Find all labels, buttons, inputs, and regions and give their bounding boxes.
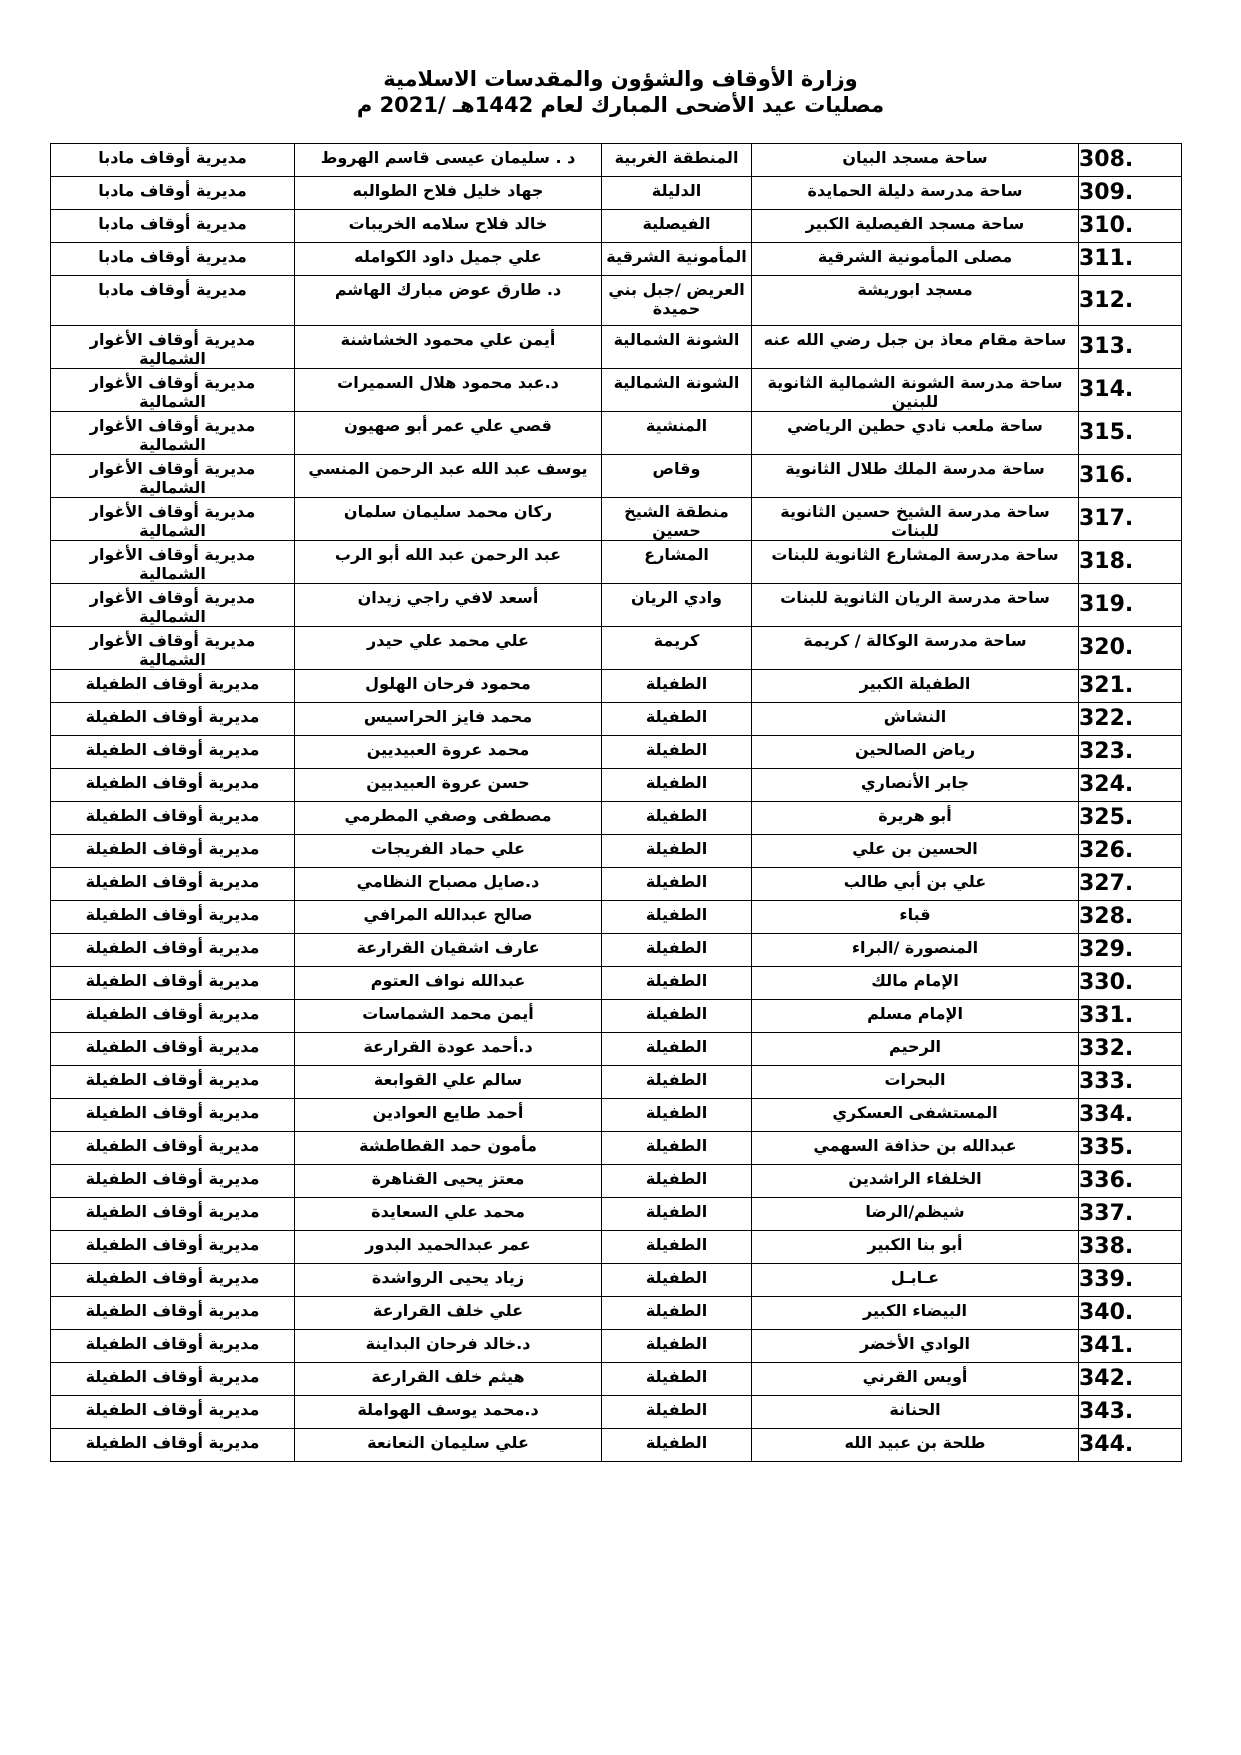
area-name-cell: المشارع bbox=[602, 541, 752, 584]
table-row bbox=[51, 210, 1182, 243]
area-name-cell: العريض /جبل بني حميدة bbox=[602, 276, 752, 326]
directorate-name-cell: مديرية أوقاف الطفيلة bbox=[51, 1033, 295, 1066]
area-name-cell: الطفيلة bbox=[602, 1198, 752, 1231]
table-row bbox=[51, 1264, 1182, 1297]
table-row bbox=[51, 901, 1182, 934]
prayer-site-cell: البحرات bbox=[752, 1066, 1079, 1099]
prayer-locations-table bbox=[50, 143, 1182, 1462]
prayer-site-cell: ساحة مدرسة دليلة الحمايدة bbox=[752, 177, 1079, 210]
table-body bbox=[51, 144, 1182, 1462]
directorate-name-cell: مديرية أوقاف الطفيلة bbox=[51, 967, 295, 1000]
imam-name-cell: قصي علي عمر أبو صهيون bbox=[295, 412, 602, 455]
area-name-cell: الطفيلة bbox=[602, 1165, 752, 1198]
table-row bbox=[51, 276, 1182, 326]
prayer-site-cell: النشاش bbox=[752, 703, 1079, 736]
area-name-cell: الطفيلة bbox=[602, 868, 752, 901]
imam-name-cell: علي سليمان النعانعة bbox=[295, 1429, 602, 1462]
prayer-site-cell: الوادي الأخضر bbox=[752, 1330, 1079, 1363]
table-row bbox=[51, 835, 1182, 868]
directorate-name-cell: مديرية أوقاف الأغوار الشمالية bbox=[51, 412, 295, 455]
table-row bbox=[51, 243, 1182, 276]
directorate-name-cell: مديرية أوقاف الطفيلة bbox=[51, 736, 295, 769]
imam-name-cell: زياد يحيى الرواشدة bbox=[295, 1264, 602, 1297]
table-row bbox=[51, 703, 1182, 736]
row-number-cell: 328. bbox=[1079, 901, 1182, 934]
area-name-cell: الطفيلة bbox=[602, 1297, 752, 1330]
table-row bbox=[51, 868, 1182, 901]
directorate-name-cell: مديرية أوقاف الطفيلة bbox=[51, 1330, 295, 1363]
imam-name-cell: عبد الرحمن عبد الله أبو الرب bbox=[295, 541, 602, 584]
area-name-cell: الشونة الشمالية bbox=[602, 369, 752, 412]
row-number-cell: 332. bbox=[1079, 1033, 1182, 1066]
directorate-name-cell: مديرية أوقاف الطفيلة bbox=[51, 1264, 295, 1297]
imam-name-cell: صالح عبدالله المرافي bbox=[295, 901, 602, 934]
table-row bbox=[51, 455, 1182, 498]
directorate-name-cell: مديرية أوقاف مادبا bbox=[51, 243, 295, 276]
row-number-cell: 320. bbox=[1079, 627, 1182, 670]
prayer-site-cell: أويس القرني bbox=[752, 1363, 1079, 1396]
table-row bbox=[51, 369, 1182, 412]
row-number-cell: 329. bbox=[1079, 934, 1182, 967]
prayer-site-cell: عـابـل bbox=[752, 1264, 1079, 1297]
area-name-cell: الطفيلة bbox=[602, 1132, 752, 1165]
table-row bbox=[51, 1066, 1182, 1099]
document-subtitle: مصليات عيد الأضحى المبارك لعام 1442هـ /2021 م bbox=[356, 93, 885, 117]
prayer-site-cell: ساحة مدرسة الشونة الشمالية الثانوية للبنين bbox=[752, 369, 1079, 412]
prayer-site-cell: ساحة ملعب نادي حطين الرياضي bbox=[752, 412, 1079, 455]
row-number-cell: 331. bbox=[1079, 1000, 1182, 1033]
table-row bbox=[51, 769, 1182, 802]
imam-name-cell: د. طارق عوض مبارك الهاشم bbox=[295, 276, 602, 326]
row-number-cell: 319. bbox=[1079, 584, 1182, 627]
imam-name-cell: عبدالله نواف العتوم bbox=[295, 967, 602, 1000]
area-name-cell: المنطقة الغربية bbox=[602, 144, 752, 177]
directorate-name-cell: مديرية أوقاف الطفيلة bbox=[51, 1396, 295, 1429]
imam-name-cell: ركان محمد سليمان سلمان bbox=[295, 498, 602, 541]
imam-name-cell: علي محمد علي حيدر bbox=[295, 627, 602, 670]
directorate-name-cell: مديرية أوقاف الأغوار الشمالية bbox=[51, 584, 295, 627]
row-number-cell: 343. bbox=[1079, 1396, 1182, 1429]
row-number-cell: 337. bbox=[1079, 1198, 1182, 1231]
imam-name-cell: أحمد طايع العوادين bbox=[295, 1099, 602, 1132]
imam-name-cell: محمود فرحان الهلول bbox=[295, 670, 602, 703]
table-row bbox=[51, 1330, 1182, 1363]
area-name-cell: الدليلة bbox=[602, 177, 752, 210]
area-name-cell: الشونة الشمالية bbox=[602, 326, 752, 369]
area-name-cell: كريمة bbox=[602, 627, 752, 670]
table-row bbox=[51, 1363, 1182, 1396]
prayer-site-cell: ساحة مدرسة الريان الثانوية للبنات bbox=[752, 584, 1079, 627]
directorate-name-cell: مديرية أوقاف الطفيلة bbox=[51, 934, 295, 967]
imam-name-cell: خالد فلاح سلامه الخريبات bbox=[295, 210, 602, 243]
row-number-cell: 312. bbox=[1079, 276, 1182, 326]
imam-name-cell: أسعد لافي راجي زيدان bbox=[295, 584, 602, 627]
prayer-site-cell: مسجد ابوريشة bbox=[752, 276, 1079, 326]
prayer-site-cell: الخلفاء الراشدين bbox=[752, 1165, 1079, 1198]
prayer-site-cell: المنصورة /البراء bbox=[752, 934, 1079, 967]
table-row bbox=[51, 1231, 1182, 1264]
area-name-cell: الفيصلية bbox=[602, 210, 752, 243]
imam-name-cell: مصطفى وصفي المطرمي bbox=[295, 802, 602, 835]
row-number-cell: 334. bbox=[1079, 1099, 1182, 1132]
area-name-cell: الطفيلة bbox=[602, 802, 752, 835]
table-row bbox=[51, 1099, 1182, 1132]
table-row bbox=[51, 412, 1182, 455]
row-number-cell: 323. bbox=[1079, 736, 1182, 769]
row-number-cell: 341. bbox=[1079, 1330, 1182, 1363]
table-row bbox=[51, 670, 1182, 703]
imam-name-cell: أيمن علي محمود الخشاشنة bbox=[295, 326, 602, 369]
prayer-site-cell: ساحة مدرسة الوكالة / كريمة bbox=[752, 627, 1079, 670]
table-row bbox=[51, 584, 1182, 627]
directorate-name-cell: مديرية أوقاف الأغوار الشمالية bbox=[51, 498, 295, 541]
area-name-cell: الطفيلة bbox=[602, 1396, 752, 1429]
area-name-cell: الطفيلة bbox=[602, 769, 752, 802]
table-row bbox=[51, 144, 1182, 177]
row-number-cell: 321. bbox=[1079, 670, 1182, 703]
area-name-cell: الطفيلة bbox=[602, 901, 752, 934]
imam-name-cell: أيمن محمد الشماسات bbox=[295, 1000, 602, 1033]
table-row bbox=[51, 934, 1182, 967]
prayer-site-cell: ساحة مسجد الفيصلية الكبير bbox=[752, 210, 1079, 243]
table-row bbox=[51, 1297, 1182, 1330]
row-number-cell: 338. bbox=[1079, 1231, 1182, 1264]
imam-name-cell: معتز يحيى القناهرة bbox=[295, 1165, 602, 1198]
directorate-name-cell: مديرية أوقاف الطفيلة bbox=[51, 1198, 295, 1231]
imam-name-cell: علي خلف القرارعة bbox=[295, 1297, 602, 1330]
directorate-name-cell: مديرية أوقاف مادبا bbox=[51, 177, 295, 210]
table-row bbox=[51, 326, 1182, 369]
prayer-site-cell: الحسين بن علي bbox=[752, 835, 1079, 868]
row-number-cell: 310. bbox=[1079, 210, 1182, 243]
table-row bbox=[51, 1198, 1182, 1231]
ministry-title: وزارة الأوقاف والشؤون والمقدسات الاسلامية bbox=[383, 67, 858, 91]
row-number-cell: 315. bbox=[1079, 412, 1182, 455]
row-number-cell: 324. bbox=[1079, 769, 1182, 802]
prayer-site-cell: جابر الأنصاري bbox=[752, 769, 1079, 802]
area-name-cell: الطفيلة bbox=[602, 1000, 752, 1033]
area-name-cell: الطفيلة bbox=[602, 1429, 752, 1462]
imam-name-cell: د.محمد يوسف الهواملة bbox=[295, 1396, 602, 1429]
directorate-name-cell: مديرية أوقاف مادبا bbox=[51, 276, 295, 326]
row-number-cell: 326. bbox=[1079, 835, 1182, 868]
prayer-site-cell: مصلى المأمونية الشرقية bbox=[752, 243, 1079, 276]
prayer-site-cell: ساحة مقام معاذ بن جبل رضي الله عنه bbox=[752, 326, 1079, 369]
table-row bbox=[51, 736, 1182, 769]
row-number-cell: 330. bbox=[1079, 967, 1182, 1000]
table-row bbox=[51, 1000, 1182, 1033]
area-name-cell: الطفيلة bbox=[602, 1264, 752, 1297]
prayer-site-cell: أبو بنا الكبير bbox=[752, 1231, 1079, 1264]
imam-name-cell: محمد فايز الحراسيس bbox=[295, 703, 602, 736]
imam-name-cell: د.صايل مصباح النظامي bbox=[295, 868, 602, 901]
directorate-name-cell: مديرية أوقاف الطفيلة bbox=[51, 1231, 295, 1264]
row-number-cell: 344. bbox=[1079, 1429, 1182, 1462]
imam-name-cell: د.عبد محمود هلال السميرات bbox=[295, 369, 602, 412]
prayer-site-cell: الرحيم bbox=[752, 1033, 1079, 1066]
directorate-name-cell: مديرية أوقاف الطفيلة bbox=[51, 901, 295, 934]
prayer-site-cell: ساحة مسجد البيان bbox=[752, 144, 1079, 177]
imam-name-cell: د.أحمد عودة القرارعة bbox=[295, 1033, 602, 1066]
prayer-site-cell: طلحة بن عبيد الله bbox=[752, 1429, 1079, 1462]
row-number-cell: 327. bbox=[1079, 868, 1182, 901]
table-row bbox=[51, 967, 1182, 1000]
row-number-cell: 311. bbox=[1079, 243, 1182, 276]
imam-name-cell: جهاد خليل فلاح الطوالبه bbox=[295, 177, 602, 210]
prayer-site-cell: الإمام مالك bbox=[752, 967, 1079, 1000]
area-name-cell: الطفيلة bbox=[602, 1330, 752, 1363]
table-row bbox=[51, 1165, 1182, 1198]
imam-name-cell: محمد علي السعايدة bbox=[295, 1198, 602, 1231]
table-row bbox=[51, 541, 1182, 584]
area-name-cell: الطفيلة bbox=[602, 1033, 752, 1066]
table-row bbox=[51, 1132, 1182, 1165]
area-name-cell: الطفيلة bbox=[602, 703, 752, 736]
imam-name-cell: د.خالد فرحان البداينة bbox=[295, 1330, 602, 1363]
row-number-cell: 336. bbox=[1079, 1165, 1182, 1198]
area-name-cell: الطفيلة bbox=[602, 1363, 752, 1396]
directorate-name-cell: مديرية أوقاف الطفيلة bbox=[51, 1066, 295, 1099]
prayer-site-cell: عبدالله بن حذافة السهمي bbox=[752, 1132, 1079, 1165]
prayer-site-cell: رياض الصالحين bbox=[752, 736, 1079, 769]
directorate-name-cell: مديرية أوقاف الطفيلة bbox=[51, 670, 295, 703]
area-name-cell: الطفيلة bbox=[602, 736, 752, 769]
area-name-cell: وقاص bbox=[602, 455, 752, 498]
directorate-name-cell: مديرية أوقاف الأغوار الشمالية bbox=[51, 369, 295, 412]
imam-name-cell: حسن عروة العبيديين bbox=[295, 769, 602, 802]
row-number-cell: 335. bbox=[1079, 1132, 1182, 1165]
prayer-site-cell: الإمام مسلم bbox=[752, 1000, 1079, 1033]
imam-name-cell: علي جميل داود الكوامله bbox=[295, 243, 602, 276]
imam-name-cell: هيثم خلف القرارعة bbox=[295, 1363, 602, 1396]
directorate-name-cell: مديرية أوقاف الطفيلة bbox=[51, 802, 295, 835]
area-name-cell: الطفيلة bbox=[602, 934, 752, 967]
table-row bbox=[51, 1396, 1182, 1429]
area-name-cell: منطقة الشيخ حسين bbox=[602, 498, 752, 541]
prayer-site-cell: أبو هريرة bbox=[752, 802, 1079, 835]
directorate-name-cell: مديرية أوقاف الطفيلة bbox=[51, 769, 295, 802]
directorate-name-cell: مديرية أوقاف الطفيلة bbox=[51, 1099, 295, 1132]
imam-name-cell: عارف اشقيان القرارعة bbox=[295, 934, 602, 967]
imam-name-cell: د . سليمان عيسى قاسم الهروط bbox=[295, 144, 602, 177]
directorate-name-cell: مديرية أوقاف الأغوار الشمالية bbox=[51, 627, 295, 670]
directorate-name-cell: مديرية أوقاف الطفيلة bbox=[51, 1132, 295, 1165]
prayer-site-cell: علي بن أبي طالب bbox=[752, 868, 1079, 901]
area-name-cell: الطفيلة bbox=[602, 1231, 752, 1264]
table-row bbox=[51, 177, 1182, 210]
row-number-cell: 309. bbox=[1079, 177, 1182, 210]
prayer-site-cell: الطفيلة الكبير bbox=[752, 670, 1079, 703]
imam-name-cell: علي حماد الفريجات bbox=[295, 835, 602, 868]
row-number-cell: 339. bbox=[1079, 1264, 1182, 1297]
area-name-cell: وادي الريان bbox=[602, 584, 752, 627]
prayer-site-cell: شيظم/الرضا bbox=[752, 1198, 1079, 1231]
imam-name-cell: محمد عروة العبيديين bbox=[295, 736, 602, 769]
directorate-name-cell: مديرية أوقاف الطفيلة bbox=[51, 1165, 295, 1198]
table-row bbox=[51, 498, 1182, 541]
row-number-cell: 313. bbox=[1079, 326, 1182, 369]
row-number-cell: 322. bbox=[1079, 703, 1182, 736]
row-number-cell: 333. bbox=[1079, 1066, 1182, 1099]
imam-name-cell: مأمون حمد القطاطشة bbox=[295, 1132, 602, 1165]
area-name-cell: المأمونية الشرقية bbox=[602, 243, 752, 276]
page-header bbox=[0, 66, 1241, 118]
area-name-cell: الطفيلة bbox=[602, 1066, 752, 1099]
row-number-cell: 317. bbox=[1079, 498, 1182, 541]
directorate-name-cell: مديرية أوقاف الطفيلة bbox=[51, 835, 295, 868]
imam-name-cell: يوسف عبد الله عبد الرحمن المنسي bbox=[295, 455, 602, 498]
row-number-cell: 308. bbox=[1079, 144, 1182, 177]
directorate-name-cell: مديرية أوقاف الطفيلة bbox=[51, 868, 295, 901]
table-row bbox=[51, 1033, 1182, 1066]
directorate-name-cell: مديرية أوقاف الطفيلة bbox=[51, 1429, 295, 1462]
table-row bbox=[51, 802, 1182, 835]
prayer-site-cell: البيضاء الكبير bbox=[752, 1297, 1079, 1330]
table-row bbox=[51, 627, 1182, 670]
row-number-cell: 325. bbox=[1079, 802, 1182, 835]
row-number-cell: 342. bbox=[1079, 1363, 1182, 1396]
area-name-cell: الطفيلة bbox=[602, 670, 752, 703]
prayer-site-cell: ساحة مدرسة الملك طلال الثانوية bbox=[752, 455, 1079, 498]
area-name-cell: الطفيلة bbox=[602, 967, 752, 1000]
directorate-name-cell: مديرية أوقاف الطفيلة bbox=[51, 1000, 295, 1033]
prayer-site-cell: ساحة مدرسة الشيخ حسين الثانوية للبنات bbox=[752, 498, 1079, 541]
area-name-cell: الطفيلة bbox=[602, 1099, 752, 1132]
prayer-site-cell: ساحة مدرسة المشارع الثانوية للبنات bbox=[752, 541, 1079, 584]
row-number-cell: 340. bbox=[1079, 1297, 1182, 1330]
directorate-name-cell: مديرية أوقاف الطفيلة bbox=[51, 1363, 295, 1396]
imam-name-cell: عمر عبدالحميد البدور bbox=[295, 1231, 602, 1264]
area-name-cell: الطفيلة bbox=[602, 835, 752, 868]
directorate-name-cell: مديرية أوقاف الطفيلة bbox=[51, 703, 295, 736]
directorate-name-cell: مديرية أوقاف الأغوار الشمالية bbox=[51, 541, 295, 584]
area-name-cell: المنشية bbox=[602, 412, 752, 455]
row-number-cell: 316. bbox=[1079, 455, 1182, 498]
table-row bbox=[51, 1429, 1182, 1462]
prayer-site-cell: المستشفى العسكري bbox=[752, 1099, 1079, 1132]
row-number-cell: 318. bbox=[1079, 541, 1182, 584]
directorate-name-cell: مديرية أوقاف الطفيلة bbox=[51, 1297, 295, 1330]
prayer-site-cell: الحنانة bbox=[752, 1396, 1079, 1429]
directorate-name-cell: مديرية أوقاف مادبا bbox=[51, 144, 295, 177]
imam-name-cell: سالم علي القوابعة bbox=[295, 1066, 602, 1099]
prayer-site-cell: قباء bbox=[752, 901, 1079, 934]
directorate-name-cell: مديرية أوقاف الأغوار الشمالية bbox=[51, 326, 295, 369]
directorate-name-cell: مديرية أوقاف مادبا bbox=[51, 210, 295, 243]
directorate-name-cell: مديرية أوقاف الأغوار الشمالية bbox=[51, 455, 295, 498]
row-number-cell: 314. bbox=[1079, 369, 1182, 412]
